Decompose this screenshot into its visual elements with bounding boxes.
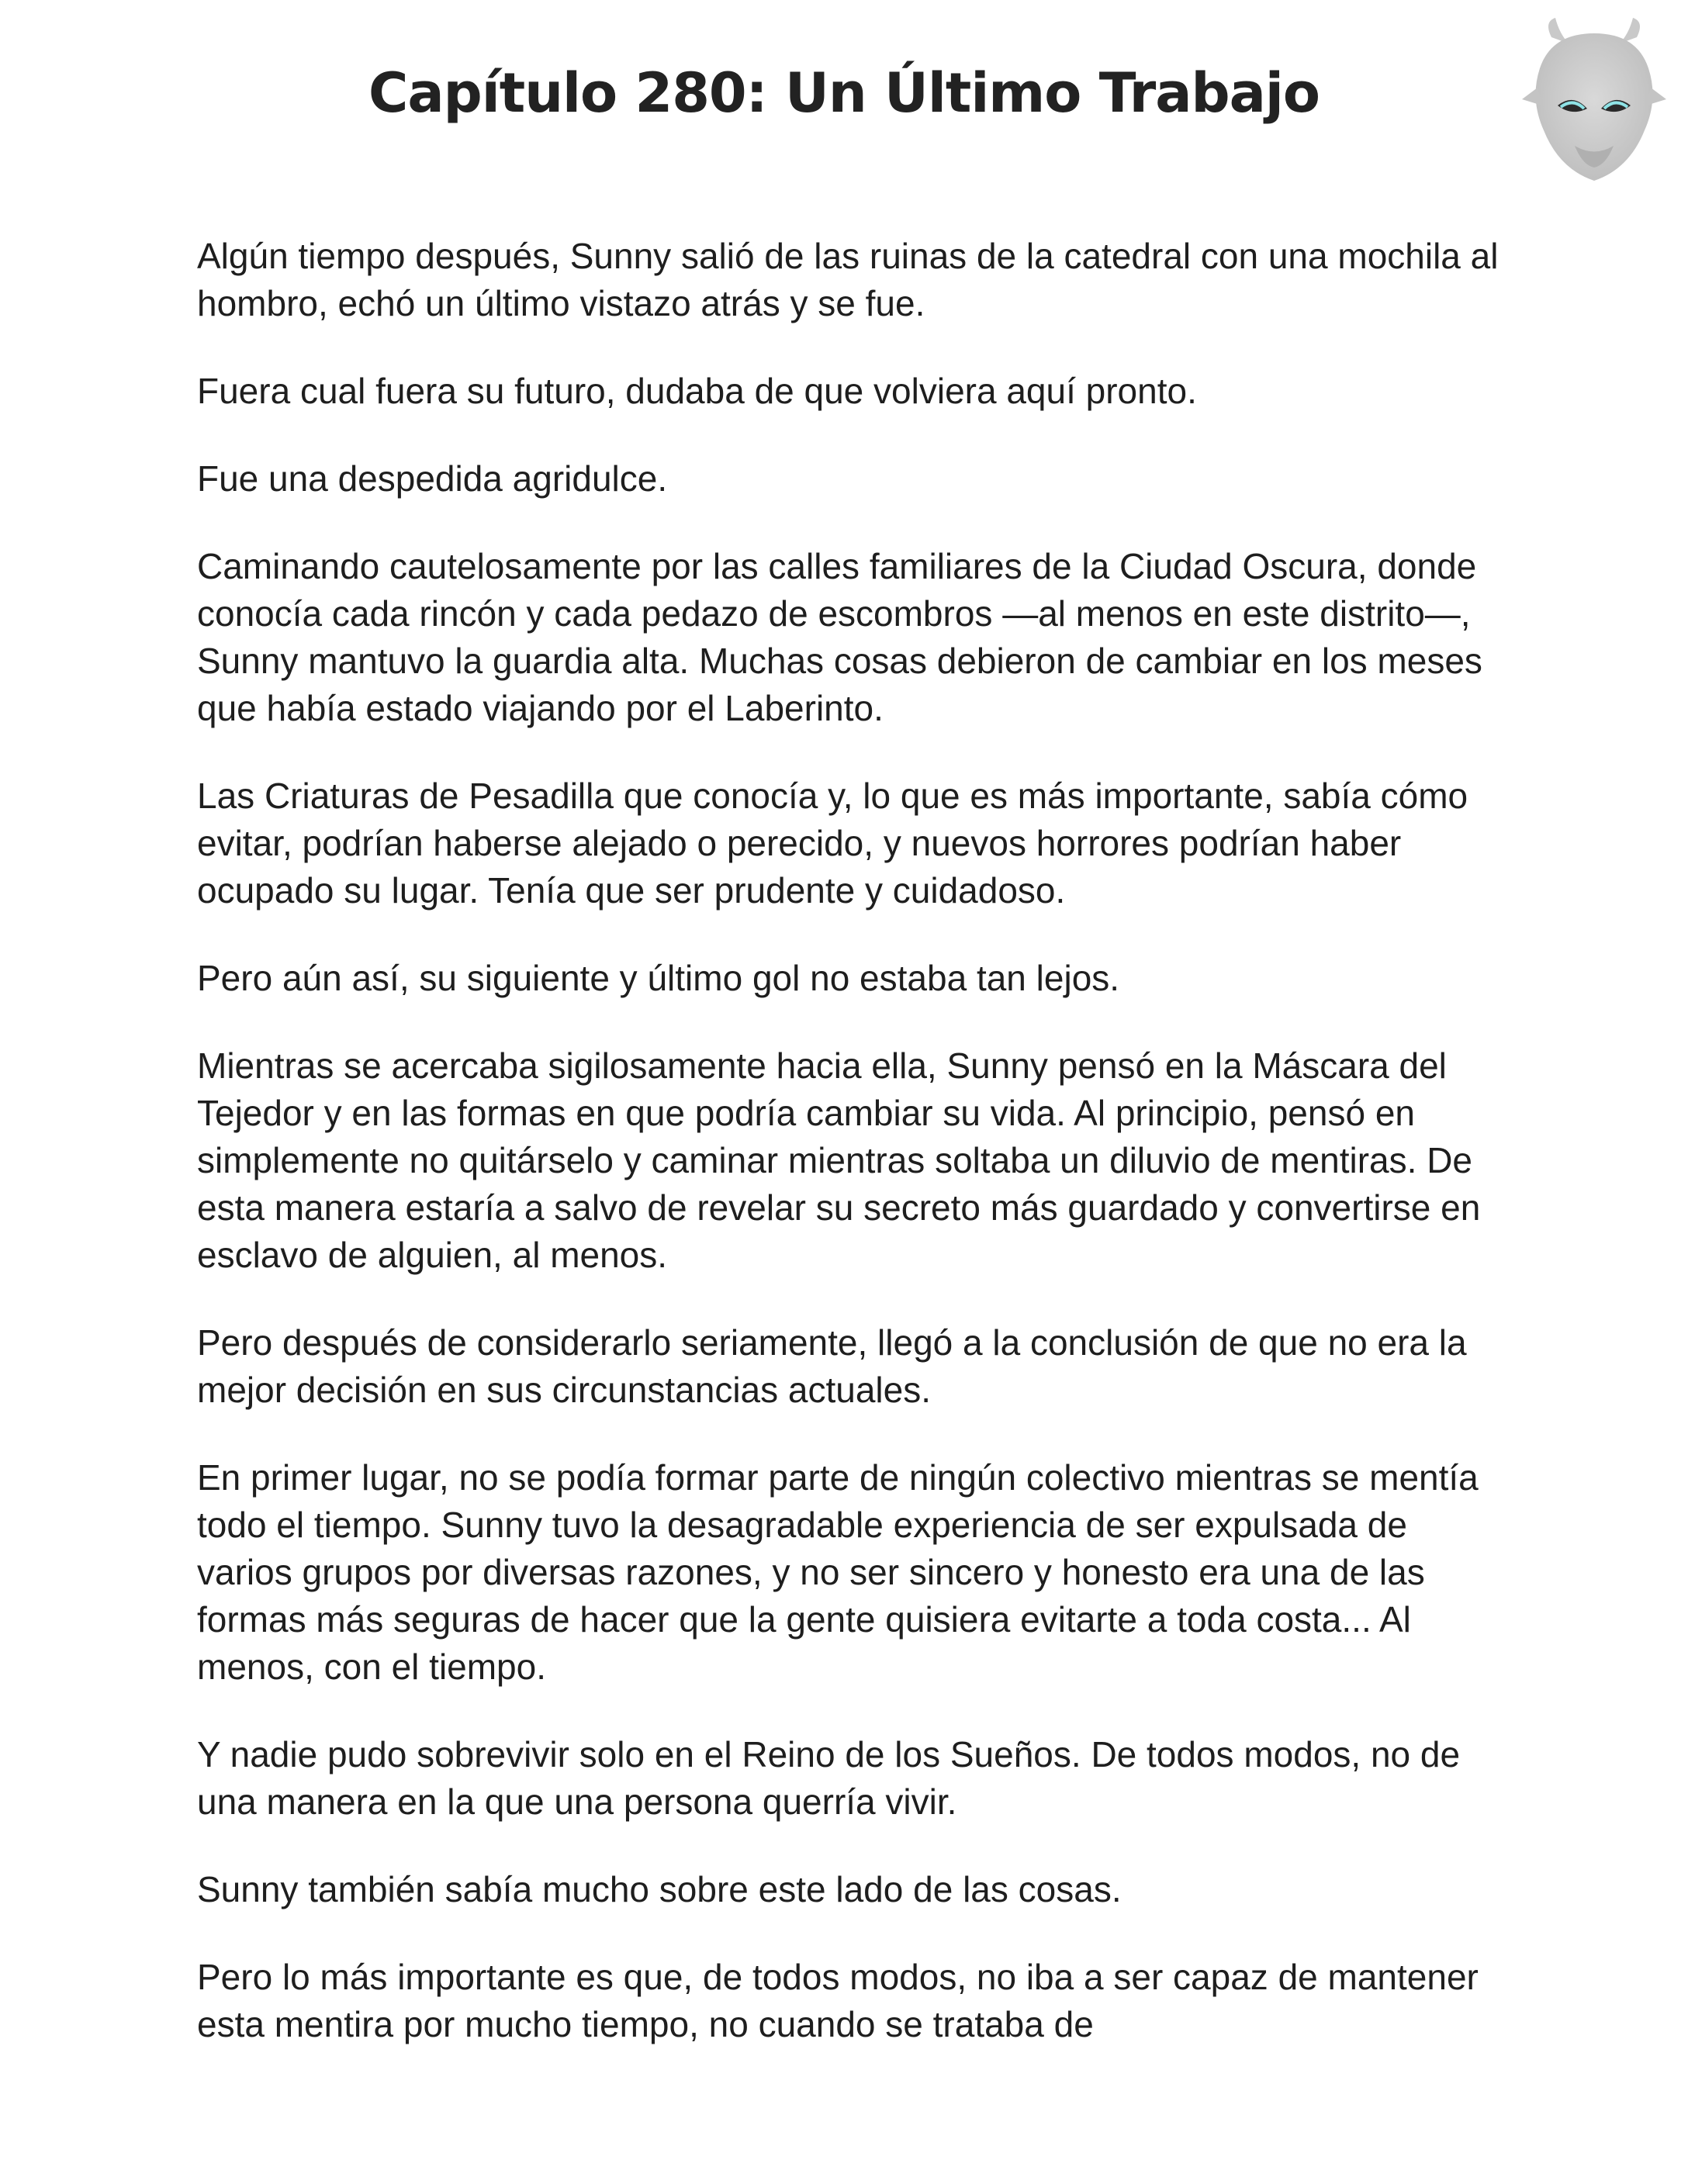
paragraph: Mientras se acercaba sigilosamente hacia ella, Sunny pensó en la Máscara del Tejedor y en las formas en que podría cambiar su vida. Al principio, pensó en simplemente no quitárselo y caminar mientras soltaba un diluvio de mentiras. De esta manera estaría a salvo de revelar su secreto más guardado y convertirse en esclavo de alguien, al menos.: [197, 1045, 1481, 1275]
demon-mask-icon: [1520, 14, 1668, 185]
paragraph: Fuera cual fuera su futuro, dudaba de que volviera aquí pronto.: [197, 371, 1197, 411]
paragraph: Caminando cautelosamente por las calles familiares de la Ciudad Oscura, donde conocía cada rincón y cada pedazo de escombros —al menos en este distrito—, Sunny mantuvo la guardia alta. Muchas cosas debieron de cambiar en los meses que había estado viajando por el Laberinto.: [197, 546, 1482, 728]
paragraph: Pero después de considerarlo seriamente, llegó a la conclusión de que no era la mejor decisión en sus circunstancias actuales.: [197, 1322, 1467, 1410]
paragraph: Las Criaturas de Pesadilla que conocía y, lo que es más importante, sabía cómo evitar, podrían haberse alejado o perecido, y nuevos horrores podrían haber ocupado su lugar. Tenía que ser prudente y cuidadoso.: [197, 776, 1468, 911]
paragraph: En primer lugar, no se podía formar parte de ningún colectivo mientras se mentía todo el tiempo. Sunny tuvo la desagradable experiencia de ser expulsada de varios grupos por diversas razones, y no ser sincero y honesto era una de las formas más seguras de hacer que la gente quisiera evitarte a toda costa... Al menos, con el tiempo.: [197, 1457, 1479, 1687]
paragraph: Fue una despedida agridulce.: [197, 458, 668, 499]
paragraph: Sunny también sabía mucho sobre este lado de las cosas.: [197, 1869, 1122, 1909]
paragraph: Y nadie pudo sobrevivir solo en el Reino de los Sueños. De todos modos, no de una manera en la que una persona querría vivir.: [197, 1734, 1461, 1822]
paragraph: Pero aún así, su siguiente y último gol no estaba tan lejos.: [197, 958, 1120, 998]
paragraph: Algún tiempo después, Sunny salió de las ruinas de la catedral con una mochila al hombro, echó un último vistazo atrás y se fue.: [197, 236, 1499, 323]
paragraph: Pero lo más importante es que, de todos modos, no iba a ser capaz de mantener esta mentira por mucho tiempo, no cuando se trataba de: [197, 1957, 1479, 2044]
chapter-title: Capítulo 280: Un Último Trabajo: [368, 61, 1320, 125]
chapter-body: [197, 233, 1508, 2089]
